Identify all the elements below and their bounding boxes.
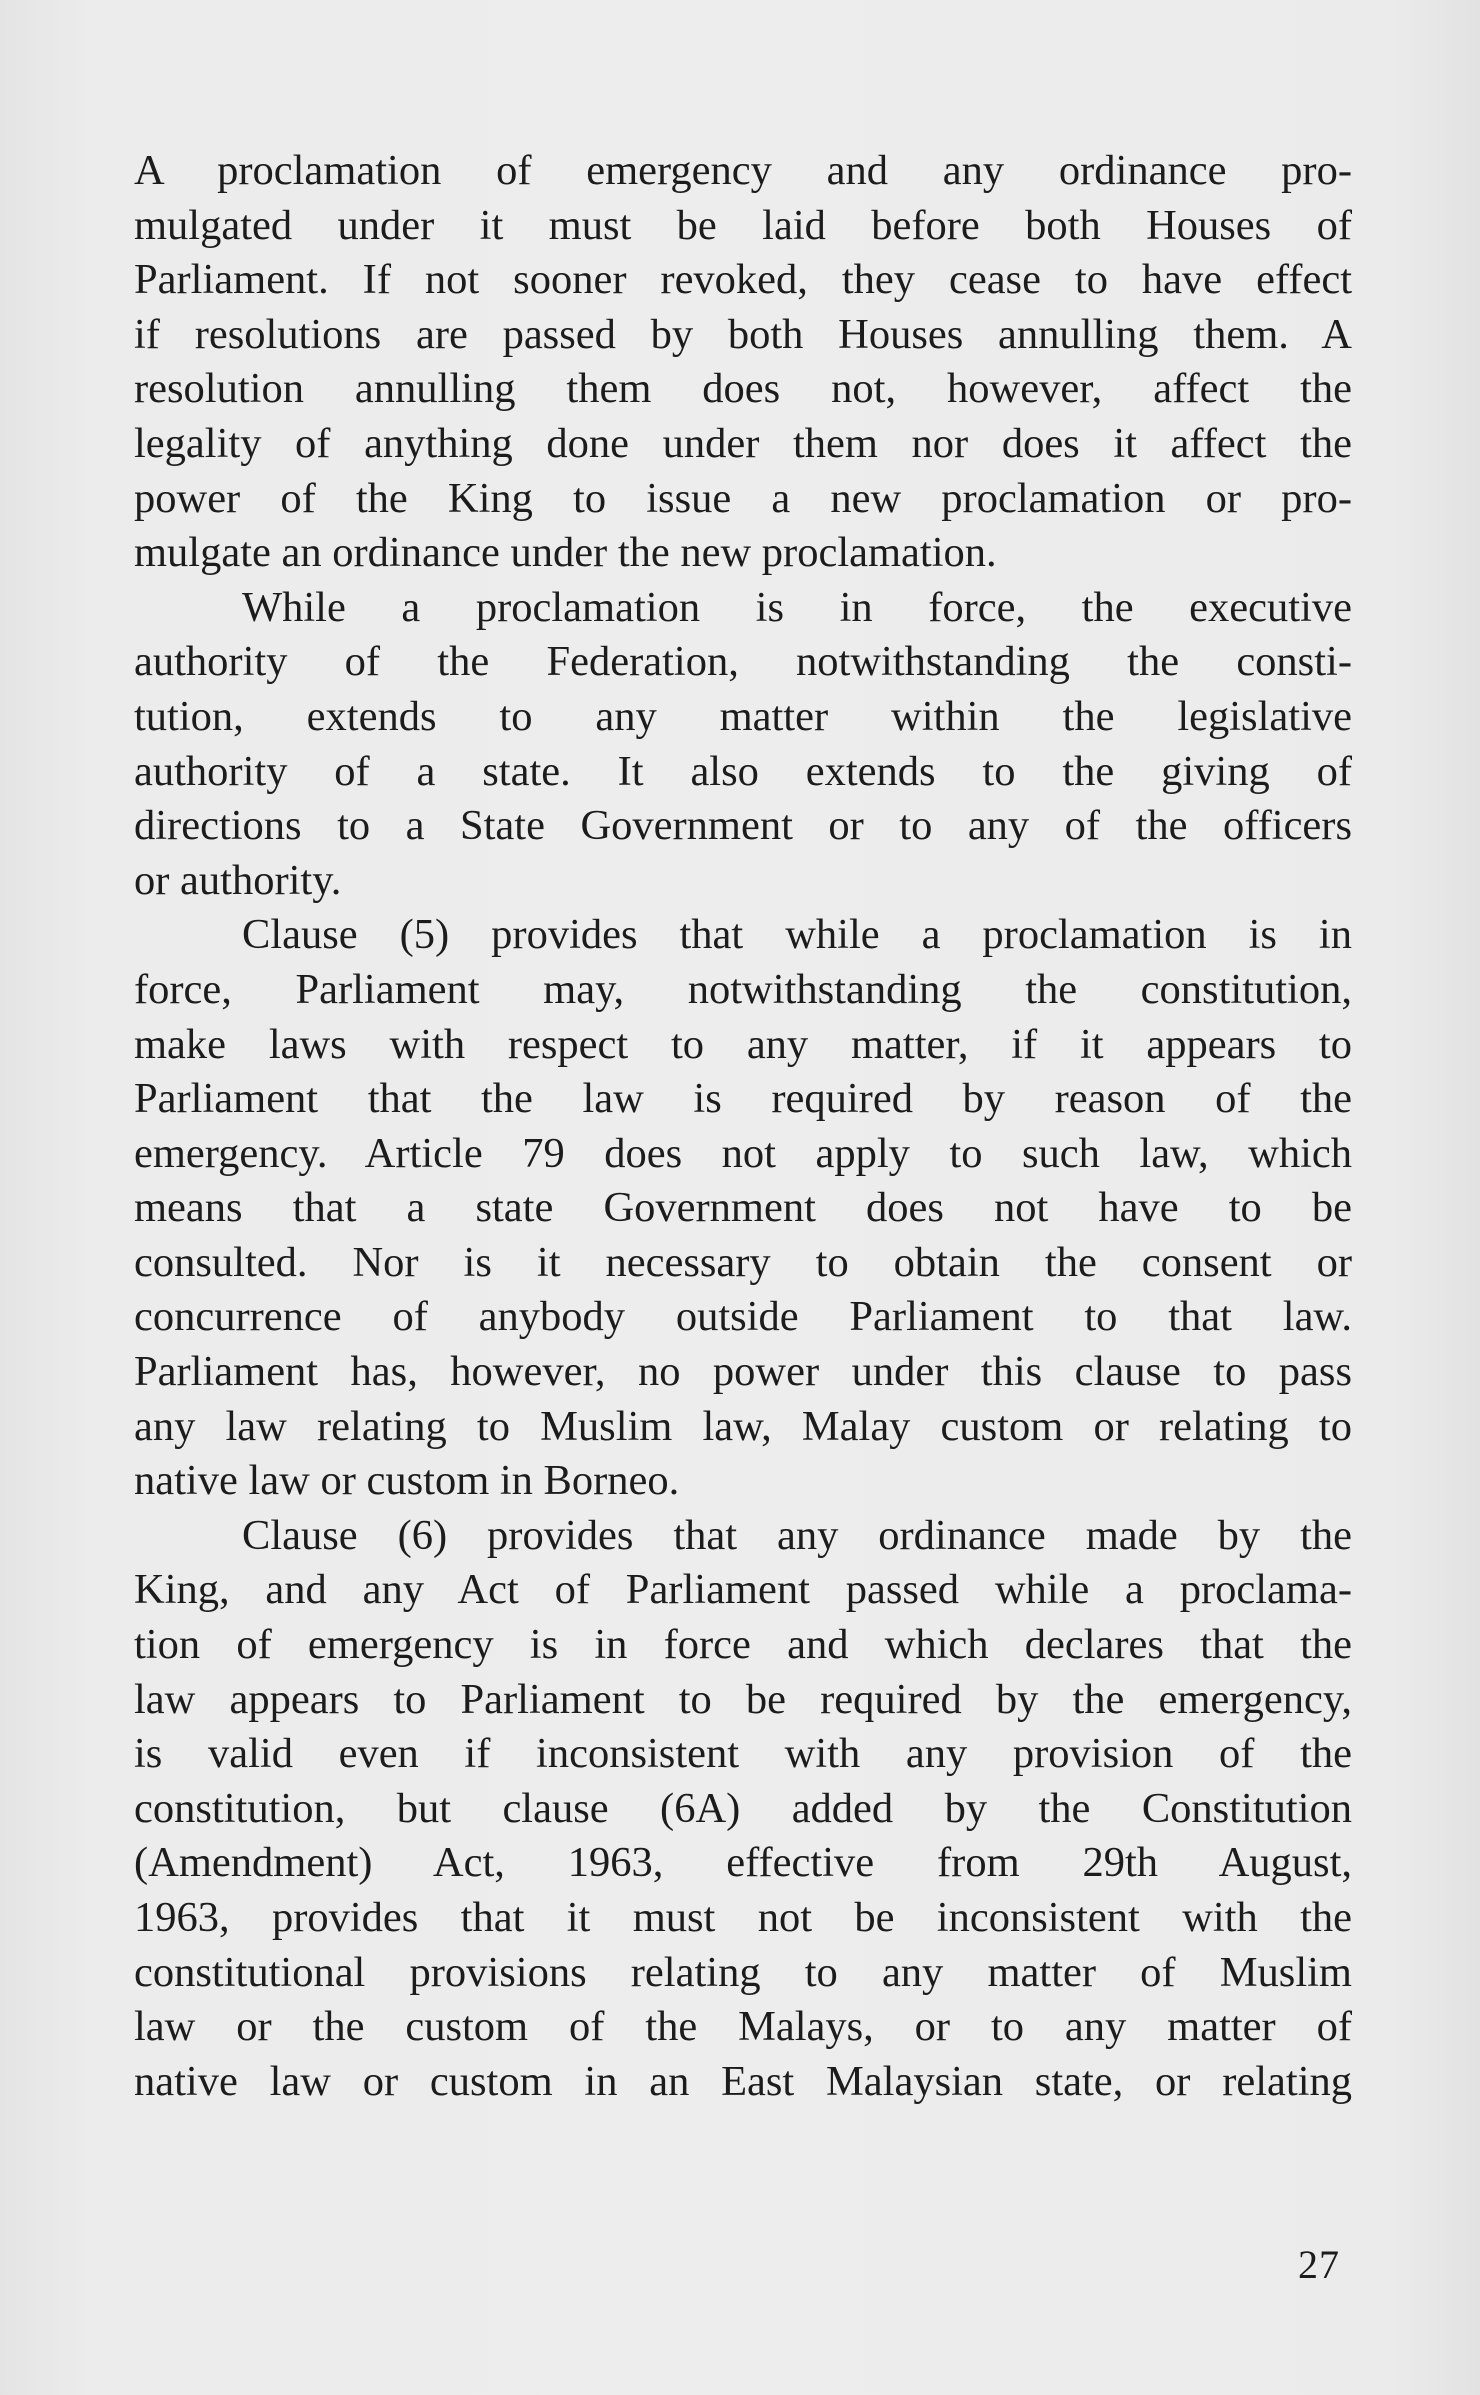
text-line: Parliament. If not sooner revoked, they cease to have effect [134,256,1352,304]
text-line: emergency. Article 79 does not apply to such law, which [134,1129,1352,1177]
text-line: tion of emergency is in force and which declares that the [134,1621,1352,1669]
text-line: means that a state Government does not have to be [134,1184,1352,1232]
text-line: Parliament has, however, no power under this clause to pass [134,1348,1352,1396]
text-line: constitutional provisions relating to any matter of Muslim [134,1948,1352,1996]
text-line: Parliament that the law is required by reason of the [134,1075,1352,1123]
text-line: or authority. [134,856,342,904]
text-line: law appears to Parliament to be required by the emergency, [134,1675,1352,1723]
text-line: Clause (6) provides that any ordinance made by the [242,1511,1352,1559]
text-line: power of the King to issue a new proclamation or pro- [134,474,1352,522]
text-line: directions to a State Government or to any of the officers [134,802,1352,850]
text-line: authority of a state. It also extends to the giving of [134,747,1352,795]
body-text [134,144,1352,2109]
text-line: concurrence of anybody outside Parliament to that law. [134,1293,1352,1341]
text-line: consulted. Nor is it necessary to obtain the consent or [134,1238,1352,1286]
text-line: mulgate an ordinance under the new proclamation. [134,529,997,577]
text-line: tution, extends to any matter within the legislative [134,692,1352,740]
text-line: constitution, but clause (6A) added by the Constitution [134,1784,1352,1832]
text-line: mulgated under it must be laid before both Houses of [134,201,1352,249]
page-number: 27 [1298,2242,1340,2287]
text-line: (Amendment) Act, 1963, effective from 29th August, [134,1839,1352,1887]
text-line: native law or custom in an East Malaysian state, or relating [134,2057,1352,2105]
text-line: make laws with respect to any matter, if it appears to [134,1020,1352,1068]
text-line: is valid even if inconsistent with any provision of the [134,1730,1352,1778]
text-line: law or the custom of the Malays, or to any matter of [134,2003,1352,2051]
text-line: if resolutions are passed by both Houses annulling them. A [134,310,1352,358]
text-line: A proclamation of emergency and any ordinance pro- [134,147,1352,194]
text-line: 1963, provides that it must not be inconsistent with the [134,1894,1352,1941]
text-line: any law relating to Muslim law, Malay custom or relating to [134,1402,1352,1450]
text-line: force, Parliament may, notwithstanding the constitution, [134,965,1352,1013]
text-line: King, and any Act of Parliament passed while a proclama- [134,1566,1352,1614]
text-line: While a proclamation is in force, the executive [242,583,1352,631]
text-line: authority of the Federation, notwithstanding the consti- [134,638,1352,686]
text-line: native law or custom in Borneo. [134,1457,680,1505]
text-line: Clause (5) provides that while a proclamation is in [242,911,1352,959]
text-line: legality of anything done under them nor does it affect the [134,419,1352,467]
text-line: resolution annulling them does not, however, affect the [134,365,1352,413]
